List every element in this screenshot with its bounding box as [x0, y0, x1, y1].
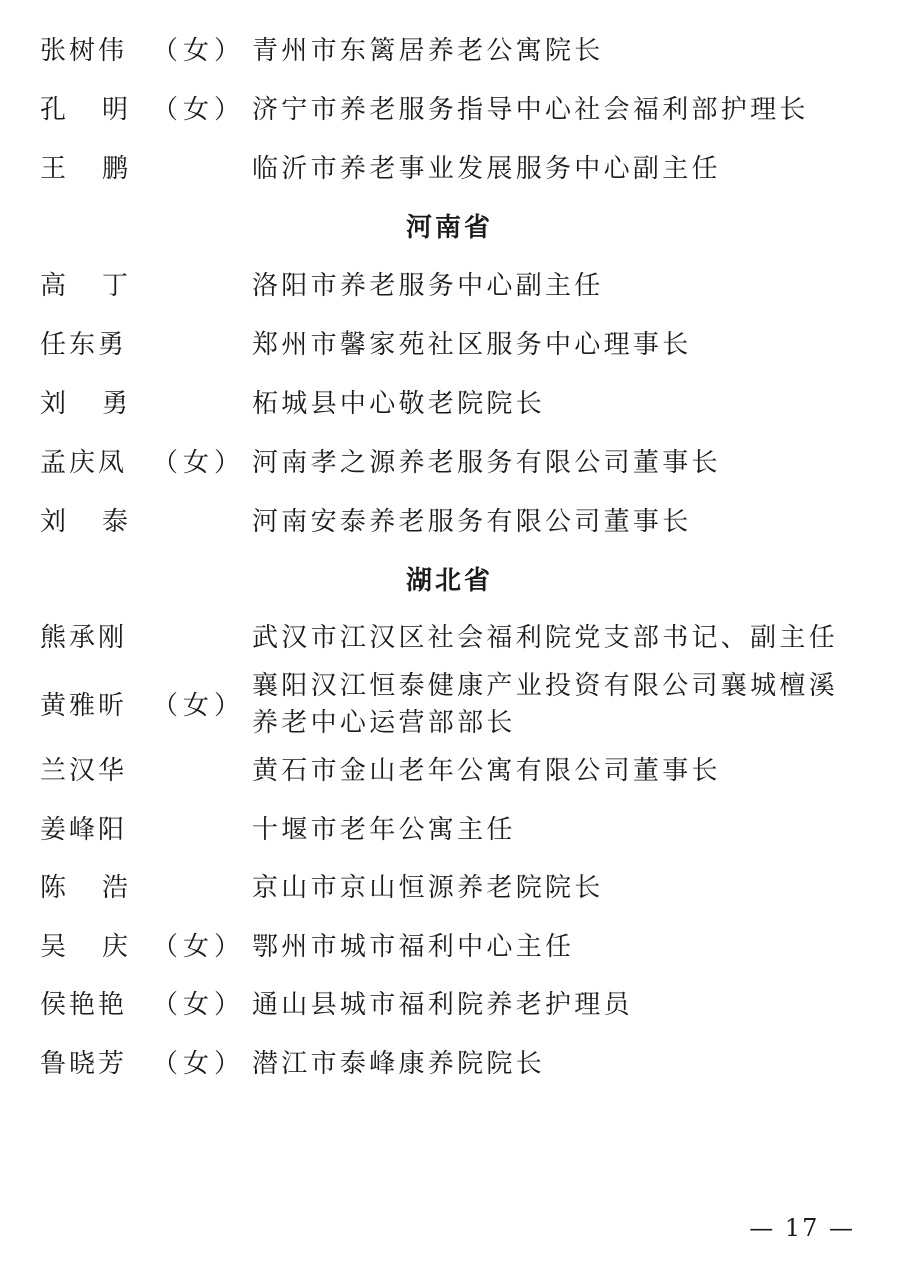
person-name: 任东勇 — [40, 330, 128, 360]
list-item — [0, 90, 899, 130]
list-item — [0, 985, 899, 1025]
person-title: 郑州市馨家苑社区服务中心理事长 — [252, 330, 692, 360]
gender-note: （女） — [152, 36, 246, 66]
gender-note: （女） — [152, 691, 246, 721]
gender-note: （女） — [152, 990, 246, 1020]
person-title: 十堰市老年公寓主任 — [252, 815, 516, 845]
page-number: — 17 — — [749, 1214, 855, 1242]
person-title: 洛阳市养老服务中心副主任 — [252, 271, 604, 301]
list-item — [0, 502, 899, 542]
person-name: 鲁晓芳 — [40, 1049, 128, 1079]
list-item — [0, 868, 899, 908]
person-name: 张树伟 — [40, 36, 128, 66]
person-title: 潜江市泰峰康养院院长 — [252, 1049, 546, 1079]
province-heading-hubei: 湖北省 — [405, 566, 493, 596]
list-item — [0, 443, 899, 483]
list-item — [0, 31, 899, 71]
list-item — [0, 751, 899, 791]
gender-note: （女） — [152, 448, 246, 478]
list-item — [0, 618, 899, 658]
list-item — [0, 1044, 899, 1084]
list-item — [0, 149, 899, 189]
person-title: 黄石市金山老年公寓有限公司董事长 — [252, 756, 721, 786]
list-item — [0, 325, 899, 365]
person-title: 京山市京山恒源养老院院长 — [252, 873, 604, 903]
list-item — [0, 668, 899, 744]
person-name: 刘勇 — [40, 389, 165, 419]
gender-note: （女） — [152, 1049, 246, 1079]
gender-note: （女） — [152, 932, 246, 962]
person-name: 孟庆凤 — [40, 448, 128, 478]
person-name: 吴庆 — [40, 932, 165, 962]
person-name: 王鹏 — [40, 154, 165, 184]
person-title: 河南孝之源养老服务有限公司董事长 — [252, 448, 721, 478]
person-title-line: 襄阳汉江恒泰健康产业投资有限公司襄城檀溪 — [252, 671, 839, 701]
person-name: 陈浩 — [40, 873, 165, 903]
person-title: 通山县城市福利院养老护理员 — [252, 990, 633, 1020]
list-item — [0, 810, 899, 850]
person-title: 柘城县中心敬老院院长 — [252, 389, 546, 419]
person-title: 武汉市江汉区社会福利院党支部书记、副主任 — [252, 623, 839, 653]
person-name: 兰汉华 — [40, 756, 128, 786]
person-title: 河南安泰养老服务有限公司董事长 — [252, 507, 692, 537]
person-title: 济宁市养老服务指导中心社会福利部护理长 — [252, 95, 809, 125]
person-name: 刘泰 — [40, 507, 165, 537]
list-item — [0, 266, 899, 306]
person-name: 孔明 — [40, 95, 165, 125]
person-title: 临沂市养老事业发展服务中心副主任 — [252, 154, 721, 184]
person-name: 高丁 — [40, 271, 165, 301]
province-heading-henan: 河南省 — [405, 213, 493, 243]
list-item — [0, 384, 899, 424]
person-name: 姜峰阳 — [40, 815, 128, 845]
person-title: 鄂州市城市福利中心主任 — [252, 932, 575, 962]
person-title-line: 养老中心运营部部长 — [252, 708, 516, 738]
list-item — [0, 927, 899, 967]
person-title: 青州市东篱居养老公寓院长 — [252, 36, 604, 66]
gender-note: （女） — [152, 95, 246, 125]
person-title — [252, 668, 852, 742]
person-name: 侯艳艳 — [40, 990, 128, 1020]
person-name: 熊承刚 — [40, 623, 128, 653]
person-name: 黄雅昕 — [40, 691, 128, 721]
